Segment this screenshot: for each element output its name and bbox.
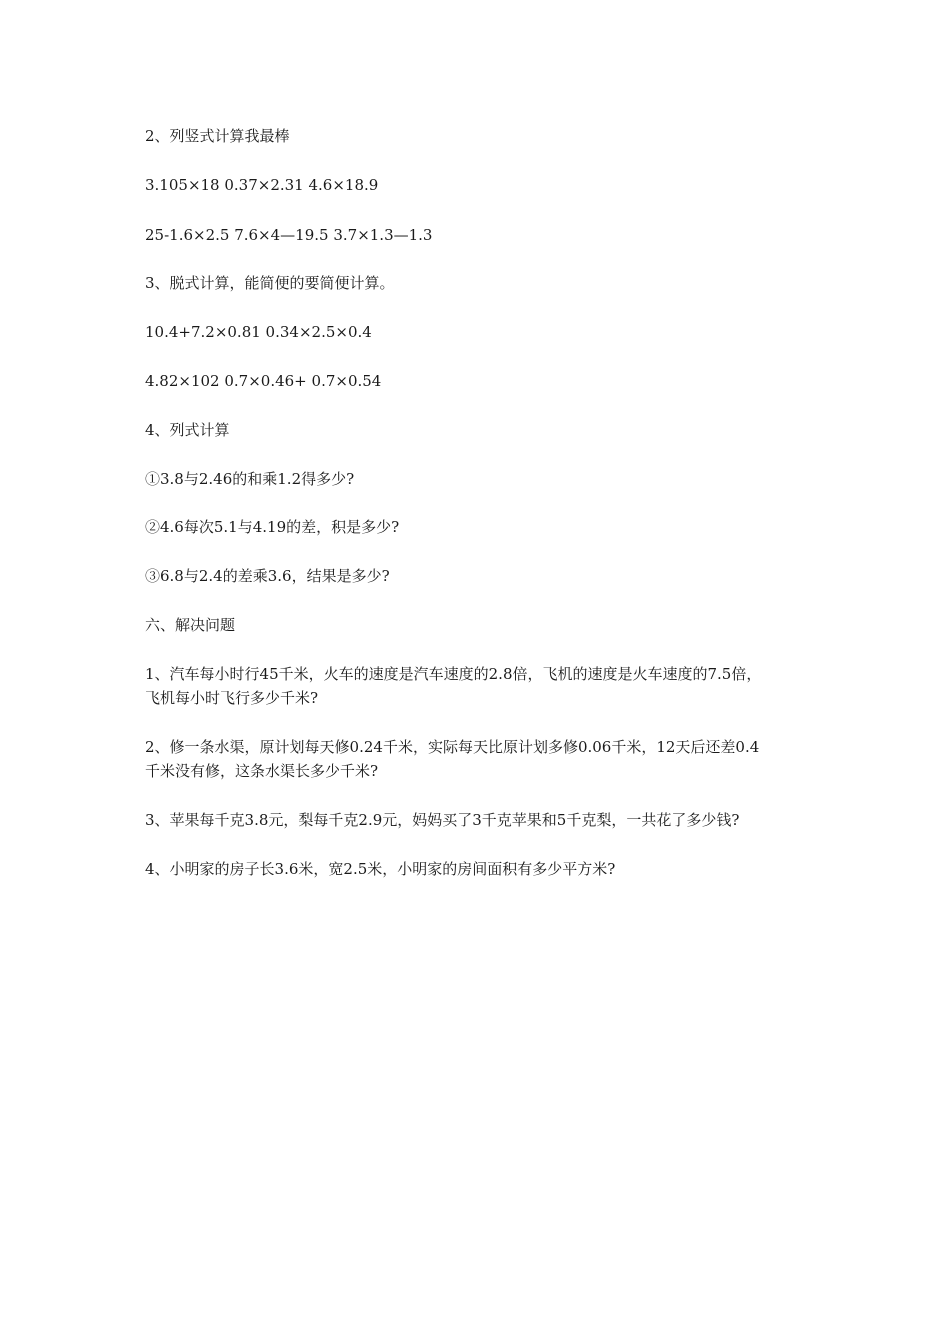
section-2-problems-row-1: 3.105×18 0.37×2.31 4.6×18.9 (145, 176, 379, 194)
section-2-heading: 2、列竖式计算我最棒 (145, 127, 290, 145)
problem-1-line-1: 1、汽车每小时行45千米，火车的速度是汽车速度的2.8倍，飞机的速度是火车速度的7.5倍， (145, 665, 762, 683)
section-2-problems-row-2: 25-1.6×2.5 7.6×4—19.5 3.7×1.3—1.3 (145, 226, 433, 244)
section-4-question-1: ①3.8与2.46的和乘1.2得多少? (145, 470, 355, 488)
section-3-problems-row-1: 10.4+7.2×0.81 0.34×2.5×0.4 (145, 323, 372, 341)
section-4-heading: 4、列式计算 (145, 421, 230, 439)
problem-4: 4、小明家的房子长3.6米，宽2.5米，小明家的房间面积有多少平方米? (145, 860, 616, 878)
section-3-problems-row-2: 4.82×102 0.7×0.46+ 0.7×0.54 (145, 372, 382, 390)
problem-2-line-1: 2、修一条水渠，原计划每天修0.24千米，实际每天比原计划多修0.06千米，12天后还差0.4 (145, 738, 760, 756)
problem-2-line-2: 千米没有修，这条水渠长多少千米? (145, 762, 379, 780)
section-3-heading: 3、脱式计算，能简便的要简便计算。 (145, 274, 395, 292)
section-6-heading: 六、解决问题 (145, 616, 236, 634)
problem-1-line-2: 飞机每小时飞行多少千米? (145, 689, 319, 707)
section-4-question-2: ②4.6每次5.1与4.19的差，积是多少? (145, 518, 400, 536)
section-4-question-3: ③6.8与2.4的差乘3.6，结果是多少? (145, 567, 390, 585)
problem-3: 3、苹果每千克3.8元，梨每千克2.9元，妈妈买了3千克苹果和5千克梨，一共花了多少钱? (145, 811, 740, 829)
